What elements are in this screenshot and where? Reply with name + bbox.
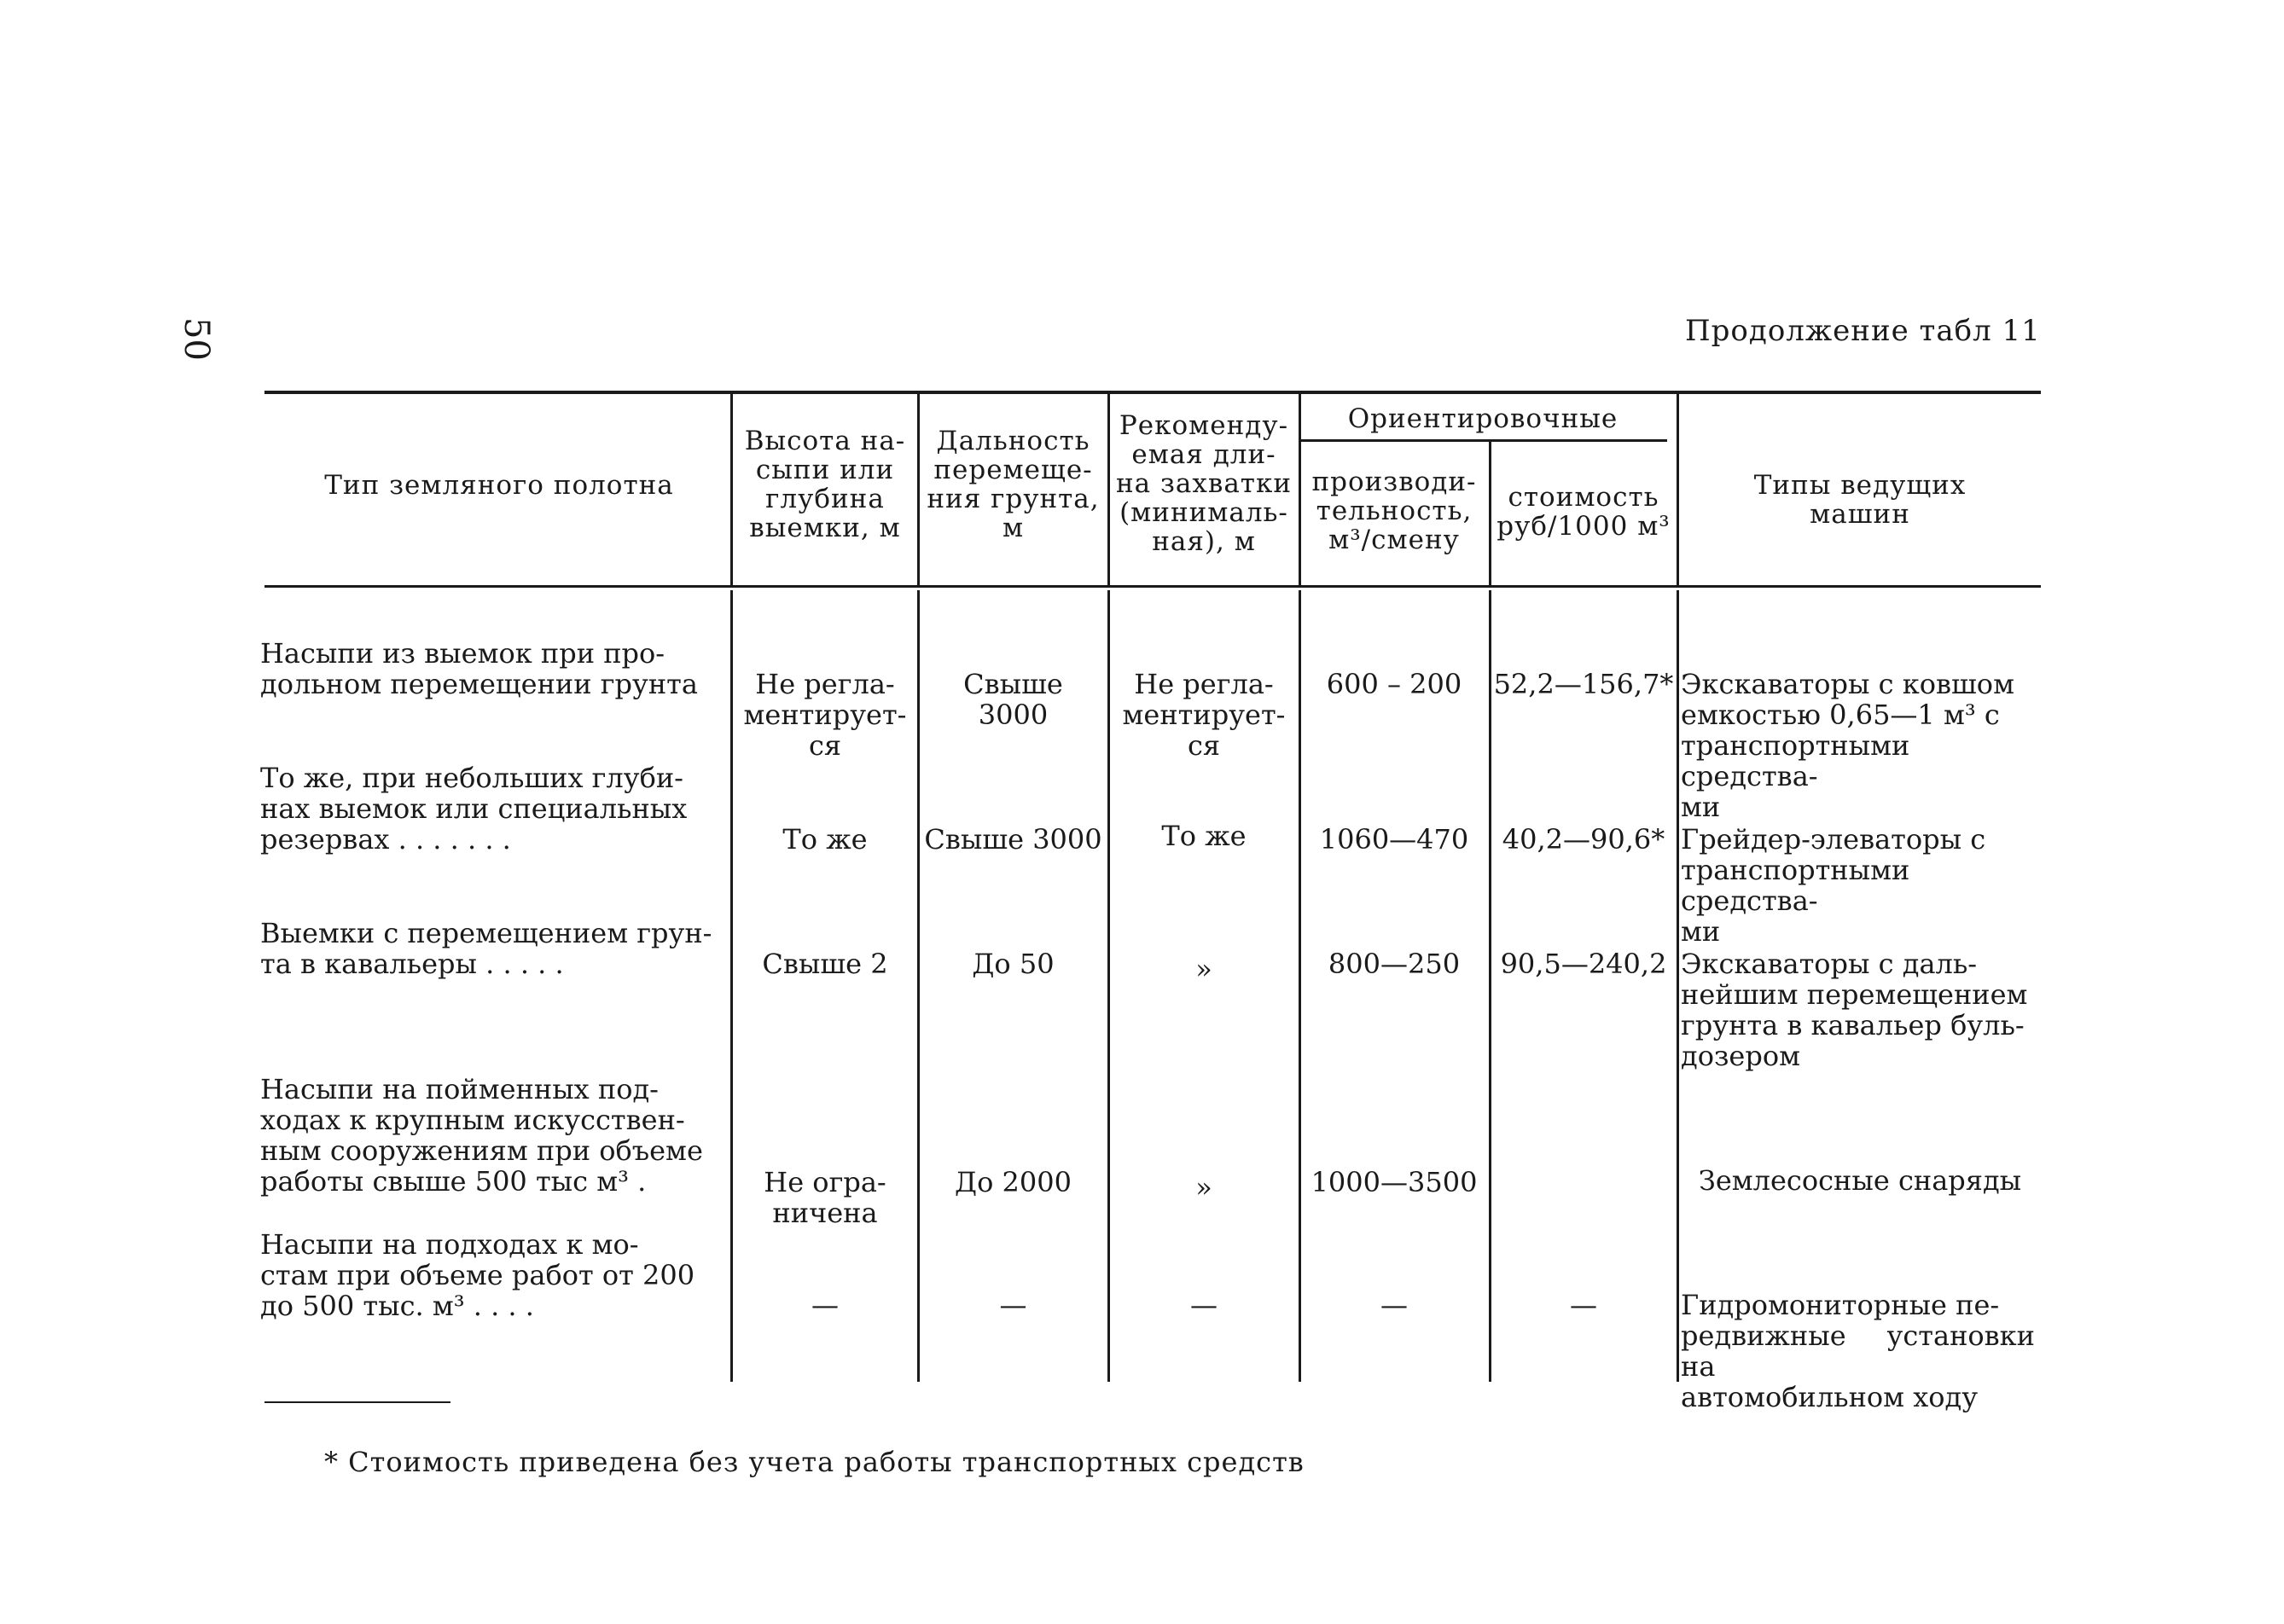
row-distance: Свыше 3000 [924,823,1102,856]
column-divider [917,590,920,1382]
row-machines: Экскаваторы с даль- нейшим перемещением грунта в кавальер буль- дозером [1681,948,2028,1072]
row-productivity: 1060—470 [1319,823,1469,856]
column-divider [1489,590,1491,1382]
row-machines: Грейдер-элеваторы с транспортными средства- ми [1681,823,1986,948]
row-distance: До 2000 [955,1166,1072,1198]
header-cost: стоимость руб/1000 м³ [1497,482,1671,542]
column-divider [730,394,733,585]
row-machines: Землесосные снаряды [1698,1164,2022,1197]
row-type: То же, при небольших глуби- нах выемок или специальных резервах . . . . . . . [260,762,688,856]
header-distance: Дальность перемеще- ния грунта, м [927,426,1100,543]
row-distance: Свыше 3000 [963,668,1063,731]
header-bottom-rule [264,585,2041,588]
column-divider [1107,590,1110,1382]
row-type: Насыпи на пойменных под- ходах к крупным искусствен- ным сооружениям при объеме работы свыше 500 тыс м³ . [260,1073,703,1198]
column-divider [1299,590,1301,1382]
row-height: Не огра- ничена [764,1166,886,1229]
header-height: Высота на- сыпи или глубина выемки, м [744,426,906,543]
continuation-title: Продолжение табл 11 [1685,314,2041,348]
column-divider [1677,394,1679,585]
row-length: Не регла- ментирует- ся [1122,668,1286,762]
row-type: Насыпи из выемок при про- дольном перемещении грунта [260,637,698,700]
row-distance: — [999,1289,1027,1321]
group-header-rule [1299,439,1667,442]
row-height: Свыше 2 [762,948,888,980]
header-length: Рекоменду- емая дли- на захватки (минималь- ная), м [1116,410,1292,557]
row-distance: До 50 [972,948,1055,980]
footnote-rule [264,1401,450,1403]
header-productivity: производи- тельность, м³/смену [1311,467,1477,555]
row-height: — [811,1289,839,1321]
column-divider [1299,394,1301,585]
row-productivity: 1000—3500 [1311,1166,1478,1198]
row-machines: Экскаваторы с ковшом емкостью 0,65—1 м³ с транспортными средства- ми [1681,668,2014,823]
row-length: » [1195,1171,1212,1204]
row-machines: Гидромониторные пе- редвижные установки на автомобильном ходу [1681,1289,2035,1413]
row-type: Выемки с перемещением грун- та в кавальеры . . . . . [260,917,712,980]
table-top-rule [264,391,2041,394]
row-productivity: 800—250 [1328,948,1461,980]
row-productivity: 600 – 200 [1326,668,1462,700]
row-length: То же [1161,820,1247,852]
column-divider [730,590,733,1382]
row-productivity: — [1380,1289,1408,1321]
page-number: 50 [177,317,216,361]
row-height: Не регла- ментирует- ся [743,668,907,762]
row-cost: 40,2—90,6* [1502,823,1665,856]
row-height: То же [782,823,868,856]
column-divider [1489,442,1491,585]
row-type: Насыпи на подходах к мо- стам при объеме работ от 200 до 500 тыс. м³ . . . . [260,1228,695,1322]
column-divider [1107,394,1110,585]
row-length: — [1190,1289,1218,1321]
column-divider [1677,590,1679,1382]
header-machines: Типы ведущих машин [1753,470,1967,530]
row-cost: — [1570,1289,1597,1321]
header-group: Ориентировочные [1347,403,1619,434]
footnote: * Стоимость приведена без учета работы транспортных средств [324,1446,1305,1478]
column-divider [917,394,920,585]
header-type: Тип земляного полотна [324,470,674,501]
row-length: » [1195,953,1212,985]
row-cost: 52,2—156,7* [1493,668,1674,700]
row-cost: 90,5—240,2 [1500,948,1667,980]
